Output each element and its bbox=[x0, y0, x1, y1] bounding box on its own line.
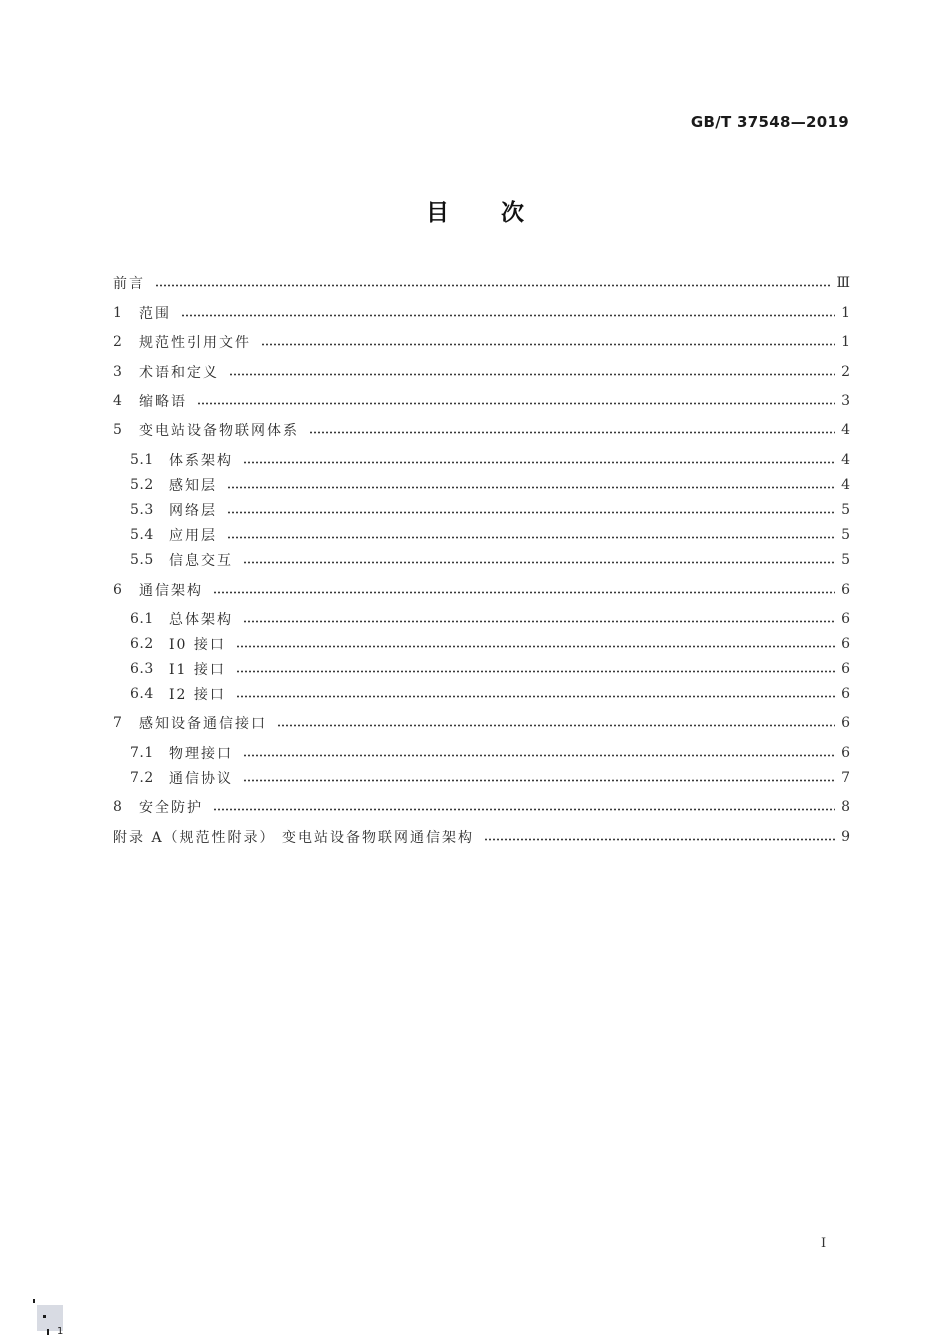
toc-entry-page: 9 bbox=[841, 829, 850, 845]
standard-number: GB/T 37548—2019 bbox=[690, 113, 849, 131]
toc-entry-title: I1 接口 bbox=[169, 662, 226, 678]
toc-entry-page: 7 bbox=[841, 770, 850, 786]
toc-entry-6-3[interactable] bbox=[130, 658, 850, 680]
toc-entry-page: 1 bbox=[841, 305, 850, 321]
toc-entry-page: 6 bbox=[841, 636, 850, 652]
page-number: I bbox=[821, 1236, 827, 1251]
toc-entry-title: 通信协议 bbox=[169, 771, 233, 787]
toc-entry-page: 4 bbox=[841, 422, 850, 438]
toc-entry-page: 8 bbox=[841, 799, 850, 815]
dot-leader bbox=[213, 591, 835, 594]
toc-entry-7-1[interactable] bbox=[130, 742, 850, 764]
dot-leader bbox=[277, 724, 835, 727]
toc-entry-title: 总体架构 bbox=[169, 612, 233, 628]
toc-entry-page: 6 bbox=[841, 745, 850, 761]
toc-entry-number: 7.2 bbox=[130, 770, 154, 786]
dot-leader bbox=[243, 754, 835, 757]
dot-leader bbox=[261, 343, 835, 346]
toc-entry-title: 通信架构 bbox=[139, 583, 203, 599]
toc-entry-5[interactable] bbox=[113, 419, 850, 441]
toc-entry-page: 2 bbox=[841, 364, 850, 380]
toc-entry-title: 信息交互 bbox=[169, 553, 233, 569]
toc-entry-8[interactable] bbox=[113, 796, 850, 818]
toc-entry-7-2[interactable] bbox=[130, 767, 850, 789]
toc-entry-number: 5.2 bbox=[130, 477, 154, 493]
dot-leader bbox=[181, 314, 835, 317]
toc-entry-number: 5.3 bbox=[130, 502, 154, 518]
toc-entry-page: 6 bbox=[841, 686, 850, 702]
toc-entry-page: 3 bbox=[841, 393, 850, 409]
toc-entry-foreword[interactable] bbox=[113, 272, 850, 294]
toc-entry-page: 6 bbox=[841, 661, 850, 677]
toc-entry-number: 4 bbox=[113, 393, 123, 409]
toc-entry-title: I2 接口 bbox=[169, 687, 226, 703]
toc-entry-title: I0 接口 bbox=[169, 637, 226, 653]
toc-entry-page: 6 bbox=[841, 715, 850, 731]
toc-entry-number: 2 bbox=[113, 334, 123, 350]
dot-leader bbox=[155, 284, 830, 287]
scan-artifact-digit: 1 bbox=[57, 1326, 64, 1337]
toc-entry-title: 附录 A（规范性附录） 变电站设备物联网通信架构 bbox=[113, 830, 475, 846]
toc-entry-title: 感知设备通信接口 bbox=[139, 716, 267, 732]
toc-entry-3[interactable] bbox=[113, 361, 850, 383]
dot-leader bbox=[243, 779, 835, 782]
toc-entry-page: Ⅲ bbox=[836, 275, 850, 291]
dot-leader bbox=[197, 402, 835, 405]
toc-entry-5-5[interactable] bbox=[130, 549, 850, 571]
toc-entry-6-1[interactable] bbox=[130, 608, 850, 630]
toc-entry-appendix-a[interactable] bbox=[113, 826, 850, 848]
toc-entry-number: 6.3 bbox=[130, 661, 154, 677]
toc-entry-page: 1 bbox=[841, 334, 850, 350]
toc-entry-6[interactable] bbox=[113, 579, 850, 601]
page-title: 目次 bbox=[426, 200, 576, 226]
scan-artifact-tick bbox=[33, 1299, 35, 1303]
dot-leader bbox=[227, 536, 835, 539]
toc-entry-page: 5 bbox=[841, 552, 850, 568]
toc-entry-5-1[interactable] bbox=[130, 449, 850, 471]
toc-entry-number: 8 bbox=[113, 799, 123, 815]
toc-entry-page: 5 bbox=[841, 502, 850, 518]
toc-entry-5-2[interactable] bbox=[130, 474, 850, 496]
toc-entry-title: 安全防护 bbox=[139, 800, 203, 816]
toc-entry-number: 3 bbox=[113, 364, 123, 380]
dot-leader bbox=[243, 620, 835, 623]
toc-entry-4[interactable] bbox=[113, 390, 850, 412]
toc-entry-title: 体系架构 bbox=[169, 453, 233, 469]
toc-entry-title: 前言 bbox=[113, 276, 145, 292]
toc-entry-number: 5.5 bbox=[130, 552, 154, 568]
toc-entry-6-2[interactable] bbox=[130, 633, 850, 655]
toc-entry-number: 5.4 bbox=[130, 527, 154, 543]
dot-leader bbox=[227, 511, 835, 514]
toc-entry-number: 6.1 bbox=[130, 611, 154, 627]
toc-entry-5-4[interactable] bbox=[130, 524, 850, 546]
toc-entry-6-4[interactable] bbox=[130, 683, 850, 705]
toc-entry-title: 范围 bbox=[139, 306, 171, 322]
dot-leader bbox=[236, 645, 835, 648]
toc-entry-title: 缩略语 bbox=[139, 394, 187, 410]
toc-entry-title: 网络层 bbox=[169, 503, 217, 519]
scan-artifact-tick bbox=[43, 1315, 46, 1318]
toc-entry-number: 6 bbox=[113, 582, 123, 598]
toc-entry-5-3[interactable] bbox=[130, 499, 850, 521]
toc-entry-number: 5 bbox=[113, 422, 123, 438]
toc-entry-page: 6 bbox=[841, 611, 850, 627]
toc-entry-title: 应用层 bbox=[169, 528, 217, 544]
toc-entry-page: 6 bbox=[841, 582, 850, 598]
toc-entry-number: 6.4 bbox=[130, 686, 154, 702]
toc-entry-number: 7 bbox=[113, 715, 123, 731]
toc-entry-1[interactable] bbox=[113, 302, 850, 324]
dot-leader bbox=[243, 561, 835, 564]
scan-artifact-mark bbox=[33, 1299, 67, 1339]
scan-artifact-tick bbox=[47, 1329, 49, 1335]
dot-leader bbox=[309, 431, 835, 434]
toc-entry-title: 变电站设备物联网体系 bbox=[139, 423, 299, 439]
toc-entry-title: 物理接口 bbox=[169, 746, 233, 762]
dot-leader bbox=[213, 808, 835, 811]
toc-entry-title: 规范性引用文件 bbox=[139, 335, 251, 351]
toc-entry-number: 6.2 bbox=[130, 636, 154, 652]
dot-leader bbox=[229, 373, 835, 376]
toc-entry-2[interactable] bbox=[113, 331, 850, 353]
dot-leader bbox=[243, 461, 835, 464]
toc-entry-number: 7.1 bbox=[130, 745, 154, 761]
dot-leader bbox=[236, 670, 835, 673]
toc-entry-page: 4 bbox=[841, 452, 850, 468]
toc-entry-title: 术语和定义 bbox=[139, 365, 219, 381]
dot-leader bbox=[484, 838, 835, 841]
dot-leader bbox=[236, 695, 835, 698]
toc-entry-number: 1 bbox=[113, 305, 123, 321]
toc-entry-page: 4 bbox=[841, 477, 850, 493]
toc-entry-7[interactable] bbox=[113, 712, 850, 734]
toc-entry-number: 5.1 bbox=[130, 452, 154, 468]
toc-entry-page: 5 bbox=[841, 527, 850, 543]
toc-entry-title: 感知层 bbox=[169, 478, 217, 494]
dot-leader bbox=[227, 486, 835, 489]
